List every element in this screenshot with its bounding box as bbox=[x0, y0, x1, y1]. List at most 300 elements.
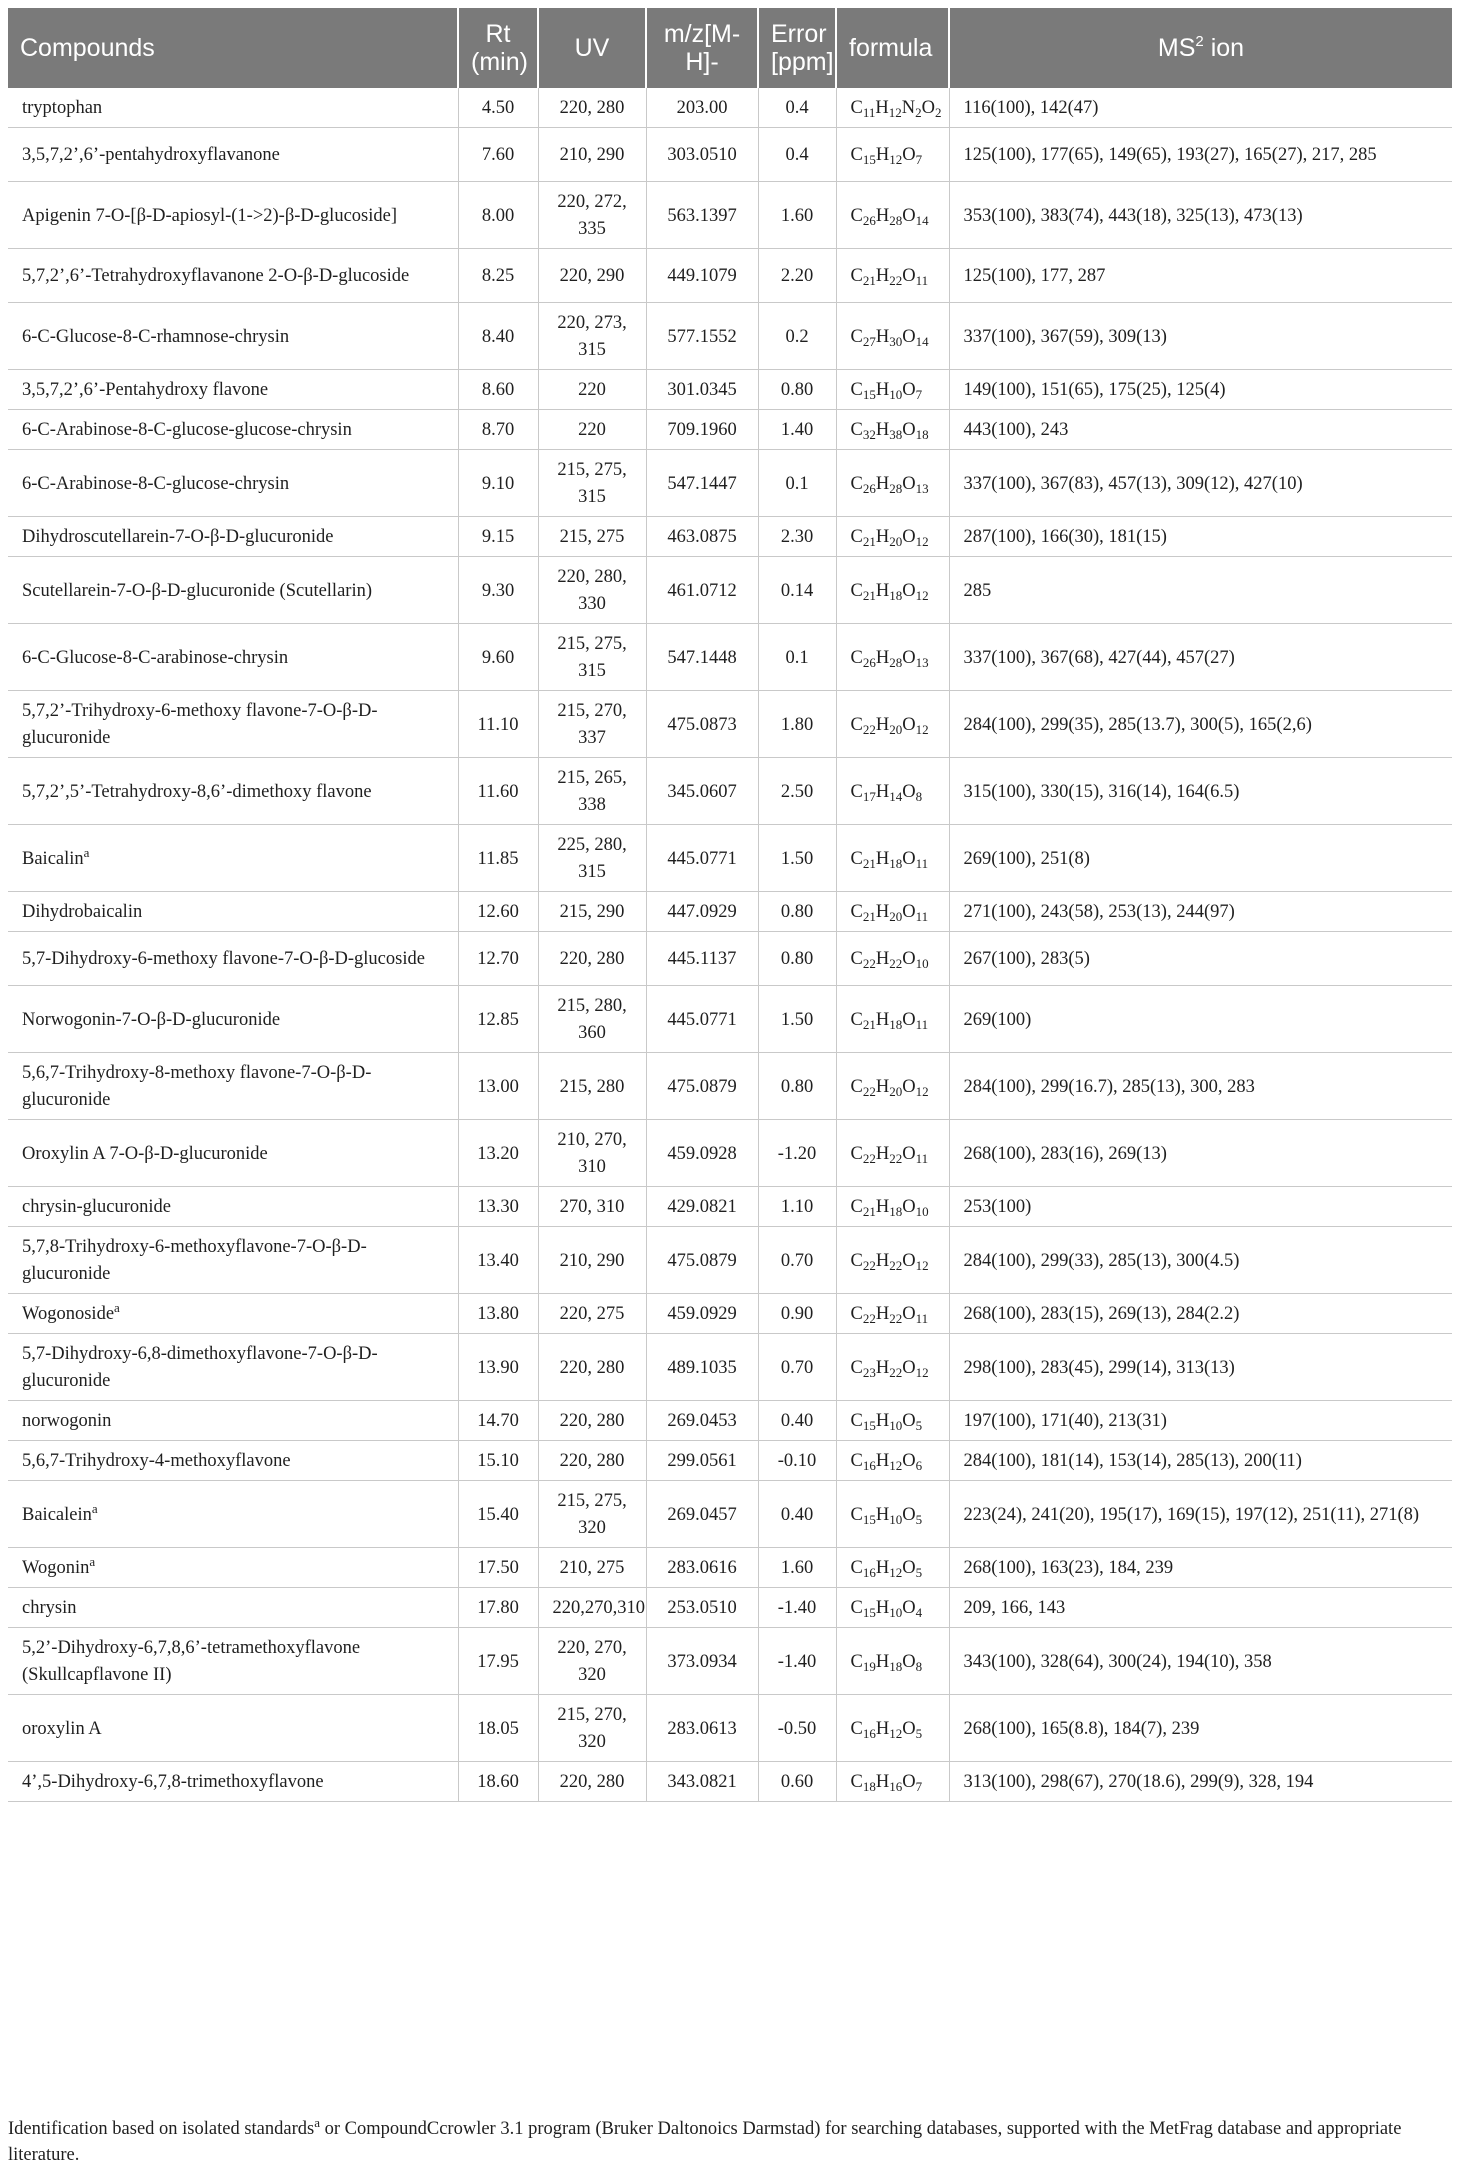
compound-name-cell bbox=[8, 303, 458, 370]
formula-count: 18 bbox=[889, 1016, 903, 1032]
table-row bbox=[8, 1441, 1452, 1481]
formula-count: 10 bbox=[889, 387, 903, 402]
rt-cell: 18.05 bbox=[458, 1695, 538, 1762]
formula-count: 22 bbox=[889, 1311, 903, 1326]
formula-element: C bbox=[850, 1250, 863, 1271]
ms2-cell: 284(100), 299(35), 285(13.7), 300(5), 165(2,6) bbox=[949, 691, 1452, 758]
formula-count: 15 bbox=[862, 387, 876, 402]
formula-element: O bbox=[902, 380, 916, 400]
formula-element: N bbox=[901, 98, 916, 118]
formula-element: C bbox=[850, 1598, 863, 1618]
formula-element: O bbox=[902, 781, 916, 802]
compound-name: 5,7-Dihydroxy-6,8-dimethoxyflavone-7-O-β-D-glucuronide bbox=[22, 1344, 378, 1391]
rt-cell: 8.70 bbox=[458, 410, 538, 450]
mz-cell: 459.0928 bbox=[646, 1120, 758, 1187]
formula-element: O bbox=[902, 1504, 916, 1525]
ms2-cell: 268(100), 163(23), 184, 239 bbox=[949, 1548, 1452, 1588]
compound-name: 3,5,7,2’,6’-Pentahydroxy flavone bbox=[22, 380, 269, 400]
formula-element: C bbox=[850, 145, 863, 165]
ms2-cell: 116(100), 142(47) bbox=[949, 88, 1452, 128]
compound-name-cell bbox=[8, 691, 458, 758]
uv-cell: 215, 270, 320 bbox=[538, 1695, 646, 1762]
formula-element: O bbox=[902, 1718, 916, 1739]
formula-element: H bbox=[875, 848, 890, 869]
formula-element: O bbox=[902, 1451, 916, 1471]
formula-element: H bbox=[875, 1718, 890, 1739]
compound-name-cell bbox=[8, 1120, 458, 1187]
formula-element: O bbox=[902, 1009, 916, 1030]
formula-cell bbox=[836, 303, 949, 370]
footnote-sup: a bbox=[314, 2115, 320, 2130]
formula-count: 11 bbox=[862, 105, 876, 120]
formula-element: O bbox=[902, 266, 916, 286]
formula-cell bbox=[836, 758, 949, 825]
formula-count: 12 bbox=[915, 534, 929, 549]
compound-name-cell bbox=[8, 182, 458, 249]
mz-cell: 475.0879 bbox=[646, 1227, 758, 1294]
formula-count: 30 bbox=[889, 333, 903, 349]
formula-element: H bbox=[875, 1451, 890, 1471]
rt-cell: 11.85 bbox=[458, 825, 538, 892]
formula-element: H bbox=[875, 781, 890, 802]
formula-cell bbox=[836, 1548, 949, 1588]
formula-element: H bbox=[875, 1197, 890, 1217]
formula-element: C bbox=[850, 1143, 863, 1164]
table-row bbox=[8, 1588, 1452, 1628]
formula-count: 21 bbox=[862, 1016, 876, 1032]
table-row bbox=[8, 758, 1452, 825]
uv-cell: 215, 275, 315 bbox=[538, 450, 646, 517]
formula-element: O bbox=[902, 420, 916, 440]
compound-name-cell bbox=[8, 892, 458, 932]
formula-count: 26 bbox=[862, 654, 876, 670]
formula-cell bbox=[836, 249, 949, 303]
formula-cell bbox=[836, 128, 949, 182]
rt-cell: 12.85 bbox=[458, 986, 538, 1053]
formula-cell bbox=[836, 1187, 949, 1227]
ms2-cell: 209, 166, 143 bbox=[949, 1588, 1452, 1628]
formula-count: 28 bbox=[889, 654, 903, 670]
compound-name: 5,6,7-Trihydroxy-4-methoxyflavone bbox=[22, 1451, 291, 1471]
formula-element: O bbox=[902, 1411, 916, 1431]
formula-element: H bbox=[875, 326, 890, 347]
compound-name-cell bbox=[8, 1401, 458, 1441]
formula-element: H bbox=[875, 420, 890, 440]
formula-element: C bbox=[850, 473, 863, 494]
table-row bbox=[8, 1294, 1452, 1334]
formula-element: H bbox=[875, 647, 890, 668]
rt-cell: 11.60 bbox=[458, 758, 538, 825]
ms2-cell: 268(100), 165(8.8), 184(7), 239 bbox=[949, 1695, 1452, 1762]
formula-element: C bbox=[850, 848, 863, 869]
compound-name: chrysin-glucuronide bbox=[22, 1197, 171, 1217]
table-row bbox=[8, 1334, 1452, 1401]
formula-element: H bbox=[875, 714, 890, 735]
formula-cell bbox=[836, 932, 949, 986]
formula-count: 27 bbox=[862, 333, 876, 349]
table-row bbox=[8, 1187, 1452, 1227]
mz-cell: 343.0821 bbox=[646, 1762, 758, 1802]
formula-count: 15 bbox=[862, 152, 876, 167]
rt-cell: 11.10 bbox=[458, 691, 538, 758]
mz-cell: 283.0613 bbox=[646, 1695, 758, 1762]
error-cell: -0.50 bbox=[758, 1695, 836, 1762]
formula-count: 7 bbox=[915, 387, 923, 402]
formula-count: 28 bbox=[889, 212, 903, 228]
header-ms2-suffix: ion bbox=[1203, 34, 1245, 62]
compound-name: Baicalin bbox=[22, 848, 84, 869]
formula-count: 22 bbox=[862, 1083, 876, 1099]
ms2-cell: 268(100), 283(16), 269(13) bbox=[949, 1120, 1452, 1187]
ms2-cell: 223(24), 241(20), 195(17), 169(15), 197(12), 251(11), 271(8) bbox=[949, 1481, 1452, 1548]
mz-cell: 301.0345 bbox=[646, 370, 758, 410]
rt-cell: 13.30 bbox=[458, 1187, 538, 1227]
rt-cell: 13.20 bbox=[458, 1120, 538, 1187]
formula-element: C bbox=[850, 98, 863, 118]
error-cell: 1.50 bbox=[758, 986, 836, 1053]
formula-count: 22 bbox=[862, 1311, 876, 1326]
formula-count: 12 bbox=[915, 1257, 929, 1273]
formula-element: C bbox=[850, 1076, 863, 1097]
header-uv: UV bbox=[538, 8, 646, 88]
uv-cell: 215, 275 bbox=[538, 517, 646, 557]
formula-count: 18 bbox=[862, 1779, 876, 1794]
uv-cell: 220, 280 bbox=[538, 1762, 646, 1802]
table-body bbox=[8, 88, 1452, 1802]
compound-name-cell bbox=[8, 1481, 458, 1548]
table-row bbox=[8, 1762, 1452, 1802]
mz-cell: 203.00 bbox=[646, 88, 758, 128]
formula-element: C bbox=[850, 1558, 863, 1578]
ms2-cell: 269(100), 251(8) bbox=[949, 825, 1452, 892]
formula-element: O bbox=[902, 848, 916, 869]
formula-count: 16 bbox=[862, 1565, 876, 1580]
formula-element: C bbox=[850, 1504, 863, 1525]
ms2-cell: 284(100), 299(33), 285(13), 300(4.5) bbox=[949, 1227, 1452, 1294]
compound-name: oroxylin A bbox=[22, 1718, 102, 1739]
ms2-cell: 315(100), 330(15), 316(14), 164(6.5) bbox=[949, 758, 1452, 825]
header-ms2-sup: 2 bbox=[1195, 33, 1204, 50]
compound-name-cell bbox=[8, 932, 458, 986]
header-row bbox=[8, 8, 1452, 88]
formula-count: 38 bbox=[889, 427, 903, 442]
uv-cell: 220,270,310 bbox=[538, 1588, 646, 1628]
formula-element: C bbox=[850, 205, 863, 226]
error-cell: -1.40 bbox=[758, 1628, 836, 1695]
ms2-cell: 337(100), 367(59), 309(13) bbox=[949, 303, 1452, 370]
mz-cell: 345.0607 bbox=[646, 758, 758, 825]
error-cell: 0.70 bbox=[758, 1227, 836, 1294]
table-row bbox=[8, 249, 1452, 303]
rt-cell: 8.60 bbox=[458, 370, 538, 410]
formula-element: O bbox=[902, 1558, 916, 1578]
compound-name-cell bbox=[8, 1053, 458, 1120]
rt-cell: 8.25 bbox=[458, 249, 538, 303]
ms2-cell: 343(100), 328(64), 300(24), 194(10), 358 bbox=[949, 1628, 1452, 1695]
error-cell: 0.80 bbox=[758, 892, 836, 932]
rt-cell: 13.00 bbox=[458, 1053, 538, 1120]
formula-element: H bbox=[875, 1304, 890, 1324]
formula-count: 21 bbox=[862, 1204, 876, 1219]
compound-name: Wogonoside bbox=[22, 1304, 115, 1324]
compound-name: Dihydrobaicalin bbox=[22, 902, 143, 922]
formula-cell bbox=[836, 88, 949, 128]
rt-cell: 17.80 bbox=[458, 1588, 538, 1628]
compound-name-cell bbox=[8, 128, 458, 182]
formula-element: C bbox=[850, 1451, 863, 1471]
rt-cell: 12.70 bbox=[458, 932, 538, 986]
formula-count: 11 bbox=[915, 855, 929, 871]
formula-count: 16 bbox=[889, 1779, 903, 1794]
uv-cell: 215, 275, 315 bbox=[538, 624, 646, 691]
formula-element: O bbox=[902, 527, 916, 547]
formula-cell bbox=[836, 1294, 949, 1334]
formula-element: O bbox=[902, 1598, 916, 1618]
formula-count: 12 bbox=[915, 1364, 929, 1380]
formula-element: C bbox=[850, 1357, 863, 1378]
formula-cell bbox=[836, 370, 949, 410]
formula-cell bbox=[836, 410, 949, 450]
table-row bbox=[8, 624, 1452, 691]
ms2-cell: 268(100), 283(15), 269(13), 284(2.2) bbox=[949, 1294, 1452, 1334]
formula-count: 21 bbox=[862, 587, 876, 603]
uv-cell: 225, 280, 315 bbox=[538, 825, 646, 892]
compound-name: 5,7,2’,5’-Tetrahydroxy-8,6’-dimethoxy flavone bbox=[22, 781, 372, 802]
table-row bbox=[8, 825, 1452, 892]
ms2-cell: 284(100), 181(14), 153(14), 285(13), 200(11) bbox=[949, 1441, 1452, 1481]
rt-cell: 13.80 bbox=[458, 1294, 538, 1334]
compound-name-cell bbox=[8, 624, 458, 691]
formula-cell bbox=[836, 1762, 949, 1802]
ms2-cell: 443(100), 243 bbox=[949, 410, 1452, 450]
formula-count: 21 bbox=[862, 273, 876, 288]
ms2-cell: 269(100) bbox=[949, 986, 1452, 1053]
formula-cell bbox=[836, 892, 949, 932]
compound-name-cell bbox=[8, 88, 458, 128]
formula-count: 20 bbox=[889, 534, 903, 549]
formula-element: H bbox=[875, 380, 890, 400]
formula-element: O bbox=[902, 473, 916, 494]
formula-element: H bbox=[875, 266, 890, 286]
error-cell: 0.2 bbox=[758, 303, 836, 370]
formula-element: H bbox=[875, 205, 890, 226]
formula-count: 4 bbox=[915, 1605, 923, 1620]
formula-element: H bbox=[875, 1250, 890, 1271]
uv-cell: 220, 290 bbox=[538, 249, 646, 303]
formula-count: 12 bbox=[915, 587, 929, 603]
formula-element: C bbox=[850, 714, 863, 735]
formula-element: H bbox=[875, 1772, 890, 1792]
uv-cell: 220 bbox=[538, 370, 646, 410]
table-row bbox=[8, 410, 1452, 450]
ms2-cell: 337(100), 367(68), 427(44), 457(27) bbox=[949, 624, 1452, 691]
compound-name-cell bbox=[8, 1334, 458, 1401]
formula-element: H bbox=[875, 1504, 890, 1525]
formula-element: C bbox=[850, 781, 863, 802]
compound-name-cell bbox=[8, 410, 458, 450]
formula-element: H bbox=[875, 1076, 890, 1097]
formula-count: 11 bbox=[915, 1150, 929, 1166]
compound-name: 5,7,2’,6’-Tetrahydroxyflavanone 2-O-β-D-glucoside bbox=[22, 266, 410, 286]
uv-cell: 210, 275 bbox=[538, 1548, 646, 1588]
header-mz: m/z[M-H]- bbox=[646, 8, 758, 88]
formula-element: C bbox=[850, 326, 863, 347]
formula-count: 22 bbox=[862, 1150, 876, 1166]
compound-name: 5,6,7-Trihydroxy-8-methoxy flavone-7-O-β-D-glucuronide bbox=[22, 1063, 372, 1110]
formula-count: 7 bbox=[915, 1779, 923, 1794]
formula-count: 22 bbox=[889, 1257, 903, 1273]
compounds-table bbox=[8, 8, 1452, 1802]
formula-cell bbox=[836, 1588, 949, 1628]
ms2-cell: 353(100), 383(74), 443(18), 325(13), 473(13) bbox=[949, 182, 1452, 249]
formula-count: 20 bbox=[889, 721, 903, 737]
compound-name-cell bbox=[8, 1548, 458, 1588]
formula-count: 8 bbox=[915, 788, 923, 804]
compound-name-cell bbox=[8, 1187, 458, 1227]
formula-count: 32 bbox=[862, 427, 876, 442]
table-row bbox=[8, 1628, 1452, 1695]
formula-count: 15 bbox=[862, 1511, 876, 1527]
formula-count: 10 bbox=[889, 1418, 903, 1433]
rt-cell: 7.60 bbox=[458, 128, 538, 182]
mz-cell: 269.0453 bbox=[646, 1401, 758, 1441]
error-cell: -1.40 bbox=[758, 1588, 836, 1628]
formula-element: C bbox=[850, 1772, 863, 1792]
formula-element: O bbox=[902, 205, 916, 226]
error-cell: 2.30 bbox=[758, 517, 836, 557]
error-cell: -0.10 bbox=[758, 1441, 836, 1481]
table-row bbox=[8, 1481, 1452, 1548]
formula-cell bbox=[836, 1481, 949, 1548]
formula-count: 5 bbox=[915, 1418, 923, 1433]
rt-cell: 13.90 bbox=[458, 1334, 538, 1401]
rt-cell: 15.10 bbox=[458, 1441, 538, 1481]
standard-marker: a bbox=[91, 1500, 98, 1516]
uv-cell: 215, 270, 337 bbox=[538, 691, 646, 758]
compound-name: Apigenin 7-O-[β-D-apiosyl-(1->2)-β-D-glucoside] bbox=[22, 205, 397, 226]
formula-count: 11 bbox=[915, 273, 929, 288]
ms2-cell: 253(100) bbox=[949, 1187, 1452, 1227]
mz-cell: 709.1960 bbox=[646, 410, 758, 450]
formula-element: C bbox=[850, 949, 863, 969]
formula-element: O bbox=[902, 1197, 916, 1217]
formula-count: 7 bbox=[915, 152, 923, 167]
formula-count: 15 bbox=[862, 1418, 876, 1433]
formula-count: 22 bbox=[889, 956, 903, 971]
compound-name: 4’,5-Dihydroxy-6,7,8-trimethoxyflavone bbox=[22, 1772, 324, 1792]
table-row bbox=[8, 128, 1452, 182]
table-row bbox=[8, 1053, 1452, 1120]
error-cell: 1.60 bbox=[758, 182, 836, 249]
formula-count: 2 bbox=[915, 105, 922, 120]
rt-cell: 17.95 bbox=[458, 1628, 538, 1695]
error-cell: 0.70 bbox=[758, 1334, 836, 1401]
formula-count: 13 bbox=[915, 480, 929, 496]
formula-count: 13 bbox=[915, 654, 929, 670]
formula-count: 10 bbox=[915, 956, 929, 971]
formula-count: 12 bbox=[889, 152, 903, 167]
rt-cell: 13.40 bbox=[458, 1227, 538, 1294]
error-cell: 0.80 bbox=[758, 1053, 836, 1120]
formula-count: 22 bbox=[862, 721, 876, 737]
error-cell: 0.80 bbox=[758, 370, 836, 410]
compound-name: 5,7,2’-Trihydroxy-6-methoxy flavone-7-O-β-D-glucuronide bbox=[22, 701, 378, 748]
header-formula: formula bbox=[836, 8, 949, 88]
rt-cell: 9.15 bbox=[458, 517, 538, 557]
formula-count: 15 bbox=[862, 1605, 876, 1620]
formula-count: 5 bbox=[915, 1565, 923, 1580]
formula-cell bbox=[836, 624, 949, 691]
compound-name-cell bbox=[8, 1441, 458, 1481]
uv-cell: 270, 310 bbox=[538, 1187, 646, 1227]
table-row bbox=[8, 691, 1452, 758]
formula-count: 14 bbox=[915, 212, 929, 228]
table-row bbox=[8, 370, 1452, 410]
formula-element: O bbox=[902, 1357, 916, 1378]
rt-cell: 9.60 bbox=[458, 624, 538, 691]
formula-cell bbox=[836, 182, 949, 249]
error-cell: 1.60 bbox=[758, 1548, 836, 1588]
compound-name: 6-C-Arabinose-8-C-glucose-glucose-chrysin bbox=[22, 420, 352, 440]
formula-cell bbox=[836, 517, 949, 557]
formula-element: O bbox=[902, 714, 916, 735]
mz-cell: 445.0771 bbox=[646, 986, 758, 1053]
formula-cell bbox=[836, 1053, 949, 1120]
uv-cell: 215, 280, 360 bbox=[538, 986, 646, 1053]
compound-name-cell bbox=[8, 370, 458, 410]
formula-element: O bbox=[902, 1076, 916, 1097]
formula-count: 18 bbox=[889, 587, 903, 603]
formula-count: 10 bbox=[915, 1204, 929, 1219]
compound-name: 5,2’-Dihydroxy-6,7,8,6’-tetramethoxyflavone (Skullcapflavone II) bbox=[22, 1638, 361, 1685]
mz-cell: 429.0821 bbox=[646, 1187, 758, 1227]
ms2-cell: 149(100), 151(65), 175(25), 125(4) bbox=[949, 370, 1452, 410]
formula-element: H bbox=[875, 1009, 890, 1030]
table-row bbox=[8, 517, 1452, 557]
formula-count: 10 bbox=[889, 1605, 903, 1620]
compound-name: norwogonin bbox=[22, 1411, 112, 1431]
footnote-text-1: Identification based on isolated standards bbox=[8, 2119, 315, 2139]
compound-name-cell bbox=[8, 758, 458, 825]
compound-name-cell bbox=[8, 1762, 458, 1802]
header-ms2 bbox=[949, 8, 1452, 88]
uv-cell: 220, 270, 320 bbox=[538, 1628, 646, 1695]
formula-count: 12 bbox=[915, 1083, 929, 1099]
formula-element: H bbox=[875, 1598, 890, 1618]
compound-name: tryptophan bbox=[22, 98, 103, 118]
ms2-cell: 125(100), 177(65), 149(65), 193(27), 165(27), 217, 285 bbox=[949, 128, 1452, 182]
formula-element: C bbox=[850, 1304, 863, 1324]
compound-name: Norwogonin-7-O-β-D-glucuronide bbox=[22, 1009, 281, 1030]
mz-cell: 283.0616 bbox=[646, 1548, 758, 1588]
error-cell: 0.1 bbox=[758, 450, 836, 517]
formula-cell bbox=[836, 557, 949, 624]
formula-count: 22 bbox=[889, 1150, 903, 1166]
mz-cell: 547.1448 bbox=[646, 624, 758, 691]
mz-cell: 475.0879 bbox=[646, 1053, 758, 1120]
compound-name-cell bbox=[8, 450, 458, 517]
mz-cell: 299.0561 bbox=[646, 1441, 758, 1481]
formula-element: C bbox=[850, 1718, 863, 1739]
ms2-cell: 197(100), 171(40), 213(31) bbox=[949, 1401, 1452, 1441]
standard-marker: a bbox=[83, 844, 90, 860]
formula-element: O bbox=[902, 647, 916, 668]
formula-count: 12 bbox=[915, 721, 929, 737]
formula-element: O bbox=[902, 902, 916, 922]
compound-name-cell bbox=[8, 1695, 458, 1762]
rt-cell: 14.70 bbox=[458, 1401, 538, 1441]
table-row bbox=[8, 986, 1452, 1053]
